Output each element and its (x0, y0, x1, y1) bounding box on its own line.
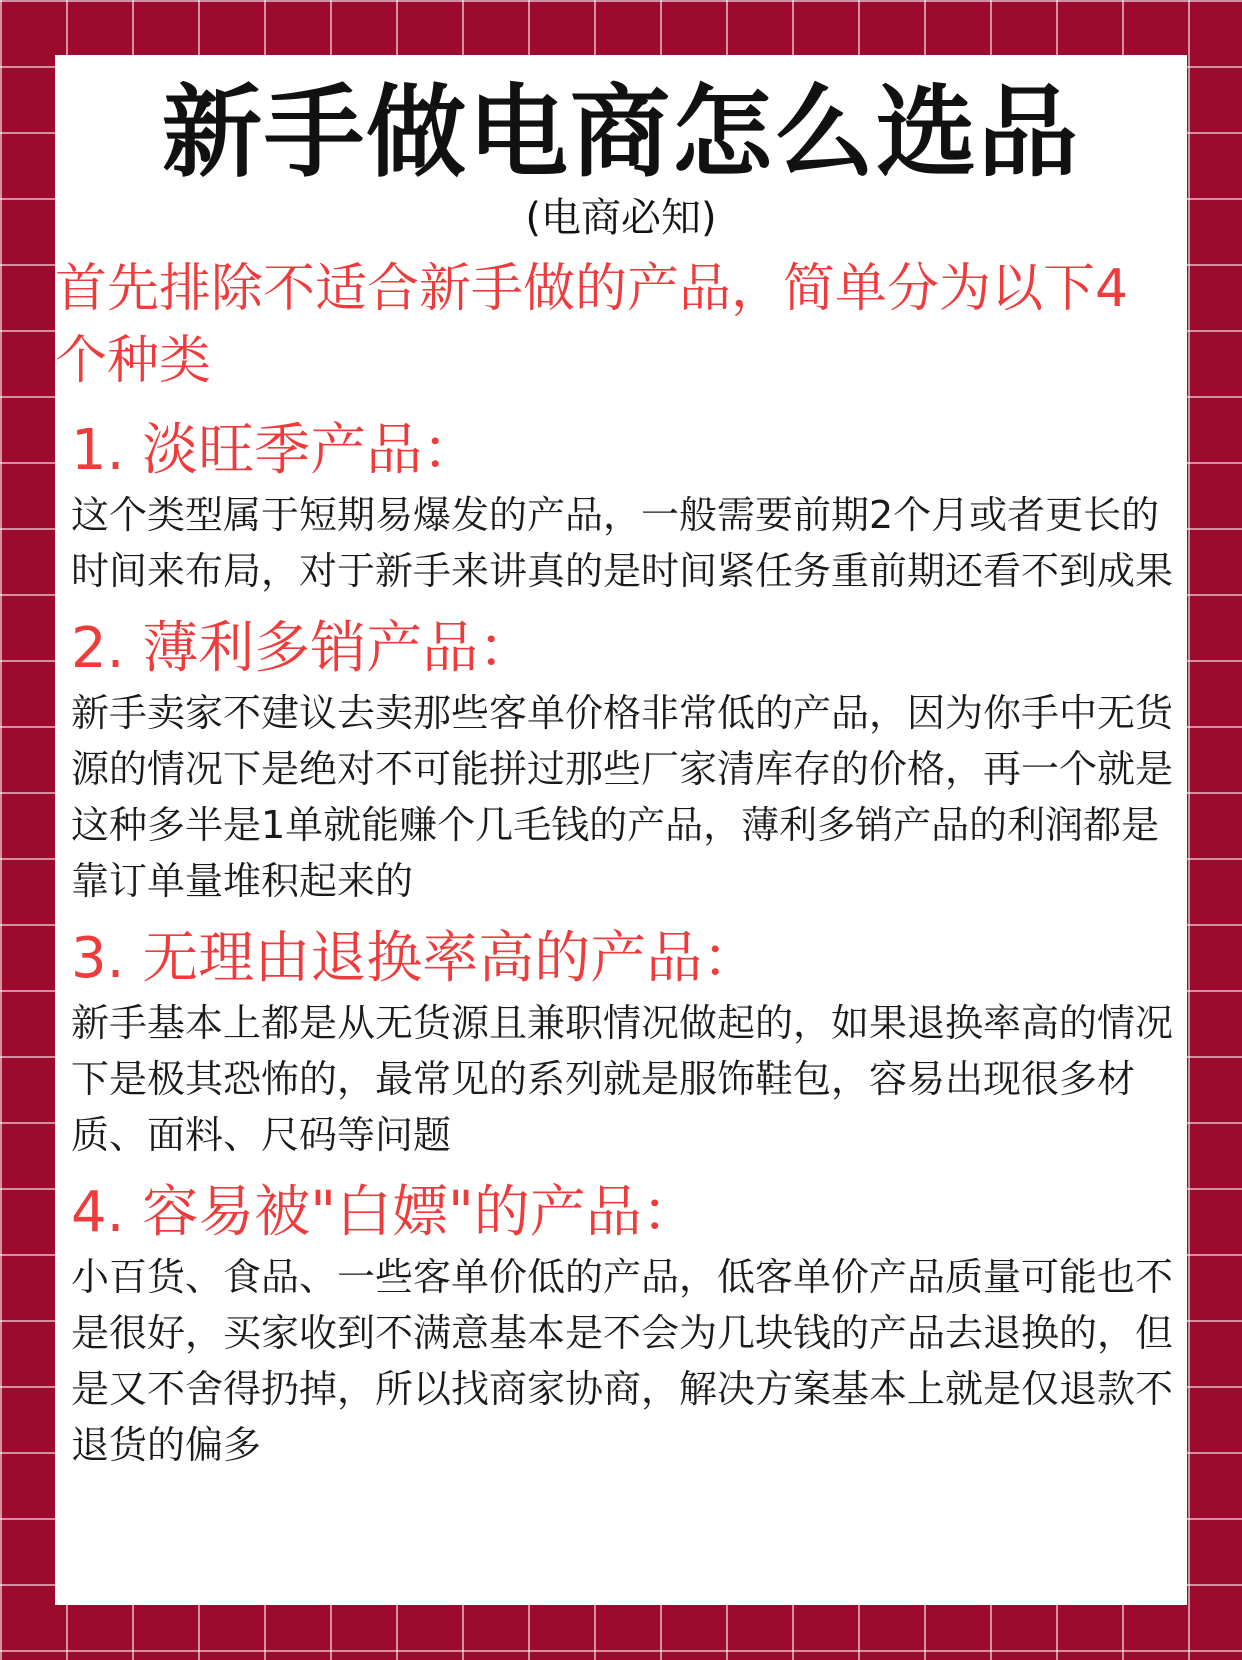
section-body: 新手基本上都是从无货源且兼职情况做起的，如果退换率高的情况下是极其恐怖的，最常见的系列就是服饰鞋包，容易出现很多材质、面料、尺码等问题 (71, 1001, 1174, 1157)
content-card (55, 55, 1187, 1605)
section-body: 这个类型属于短期易爆发的产品，一般需要前期2个月或者更长的时间来布局，对于新手来讲真的是时间紧任务重前期还看不到成果 (71, 493, 1174, 593)
section-2 (55, 615, 1187, 909)
page-title: 新手做电商怎么选品 (162, 74, 1080, 191)
section-4 (55, 1179, 1187, 1473)
section-heading: 2. 薄利多销产品： (71, 616, 535, 681)
section-heading: 1. 淡旺季产品： (71, 418, 479, 483)
section-1 (55, 417, 1187, 599)
section-body: 小百货、食品、一些客单价低的产品，低客单价产品质量可能也不是很好，买家收到不满意基本是不会为几块钱的产品去退换的，但是又不舍得扔掉，所以找商家协商，解决方案基本上就是仅退款不退货的偏多 (71, 1255, 1174, 1467)
section-heading: 3. 无理由退换率高的产品： (71, 926, 759, 991)
section-heading: 4. 容易被"白嫖"的产品： (71, 1180, 698, 1245)
page-subtitle: (电商必知) (525, 195, 717, 241)
section-body: 新手卖家不建议去卖那些客单价格非常低的产品，因为你手中无货源的情况下是绝对不可能拼过那些厂家清库存的价格，再一个就是这种多半是1单就能赚个几毛钱的产品，薄利多销产品的利润都是靠订单量堆积起来的 (71, 691, 1174, 903)
intro-text: 首先排除不适合新手做的产品，简单分为以下4个种类 (55, 259, 1129, 391)
section-3 (55, 925, 1187, 1163)
